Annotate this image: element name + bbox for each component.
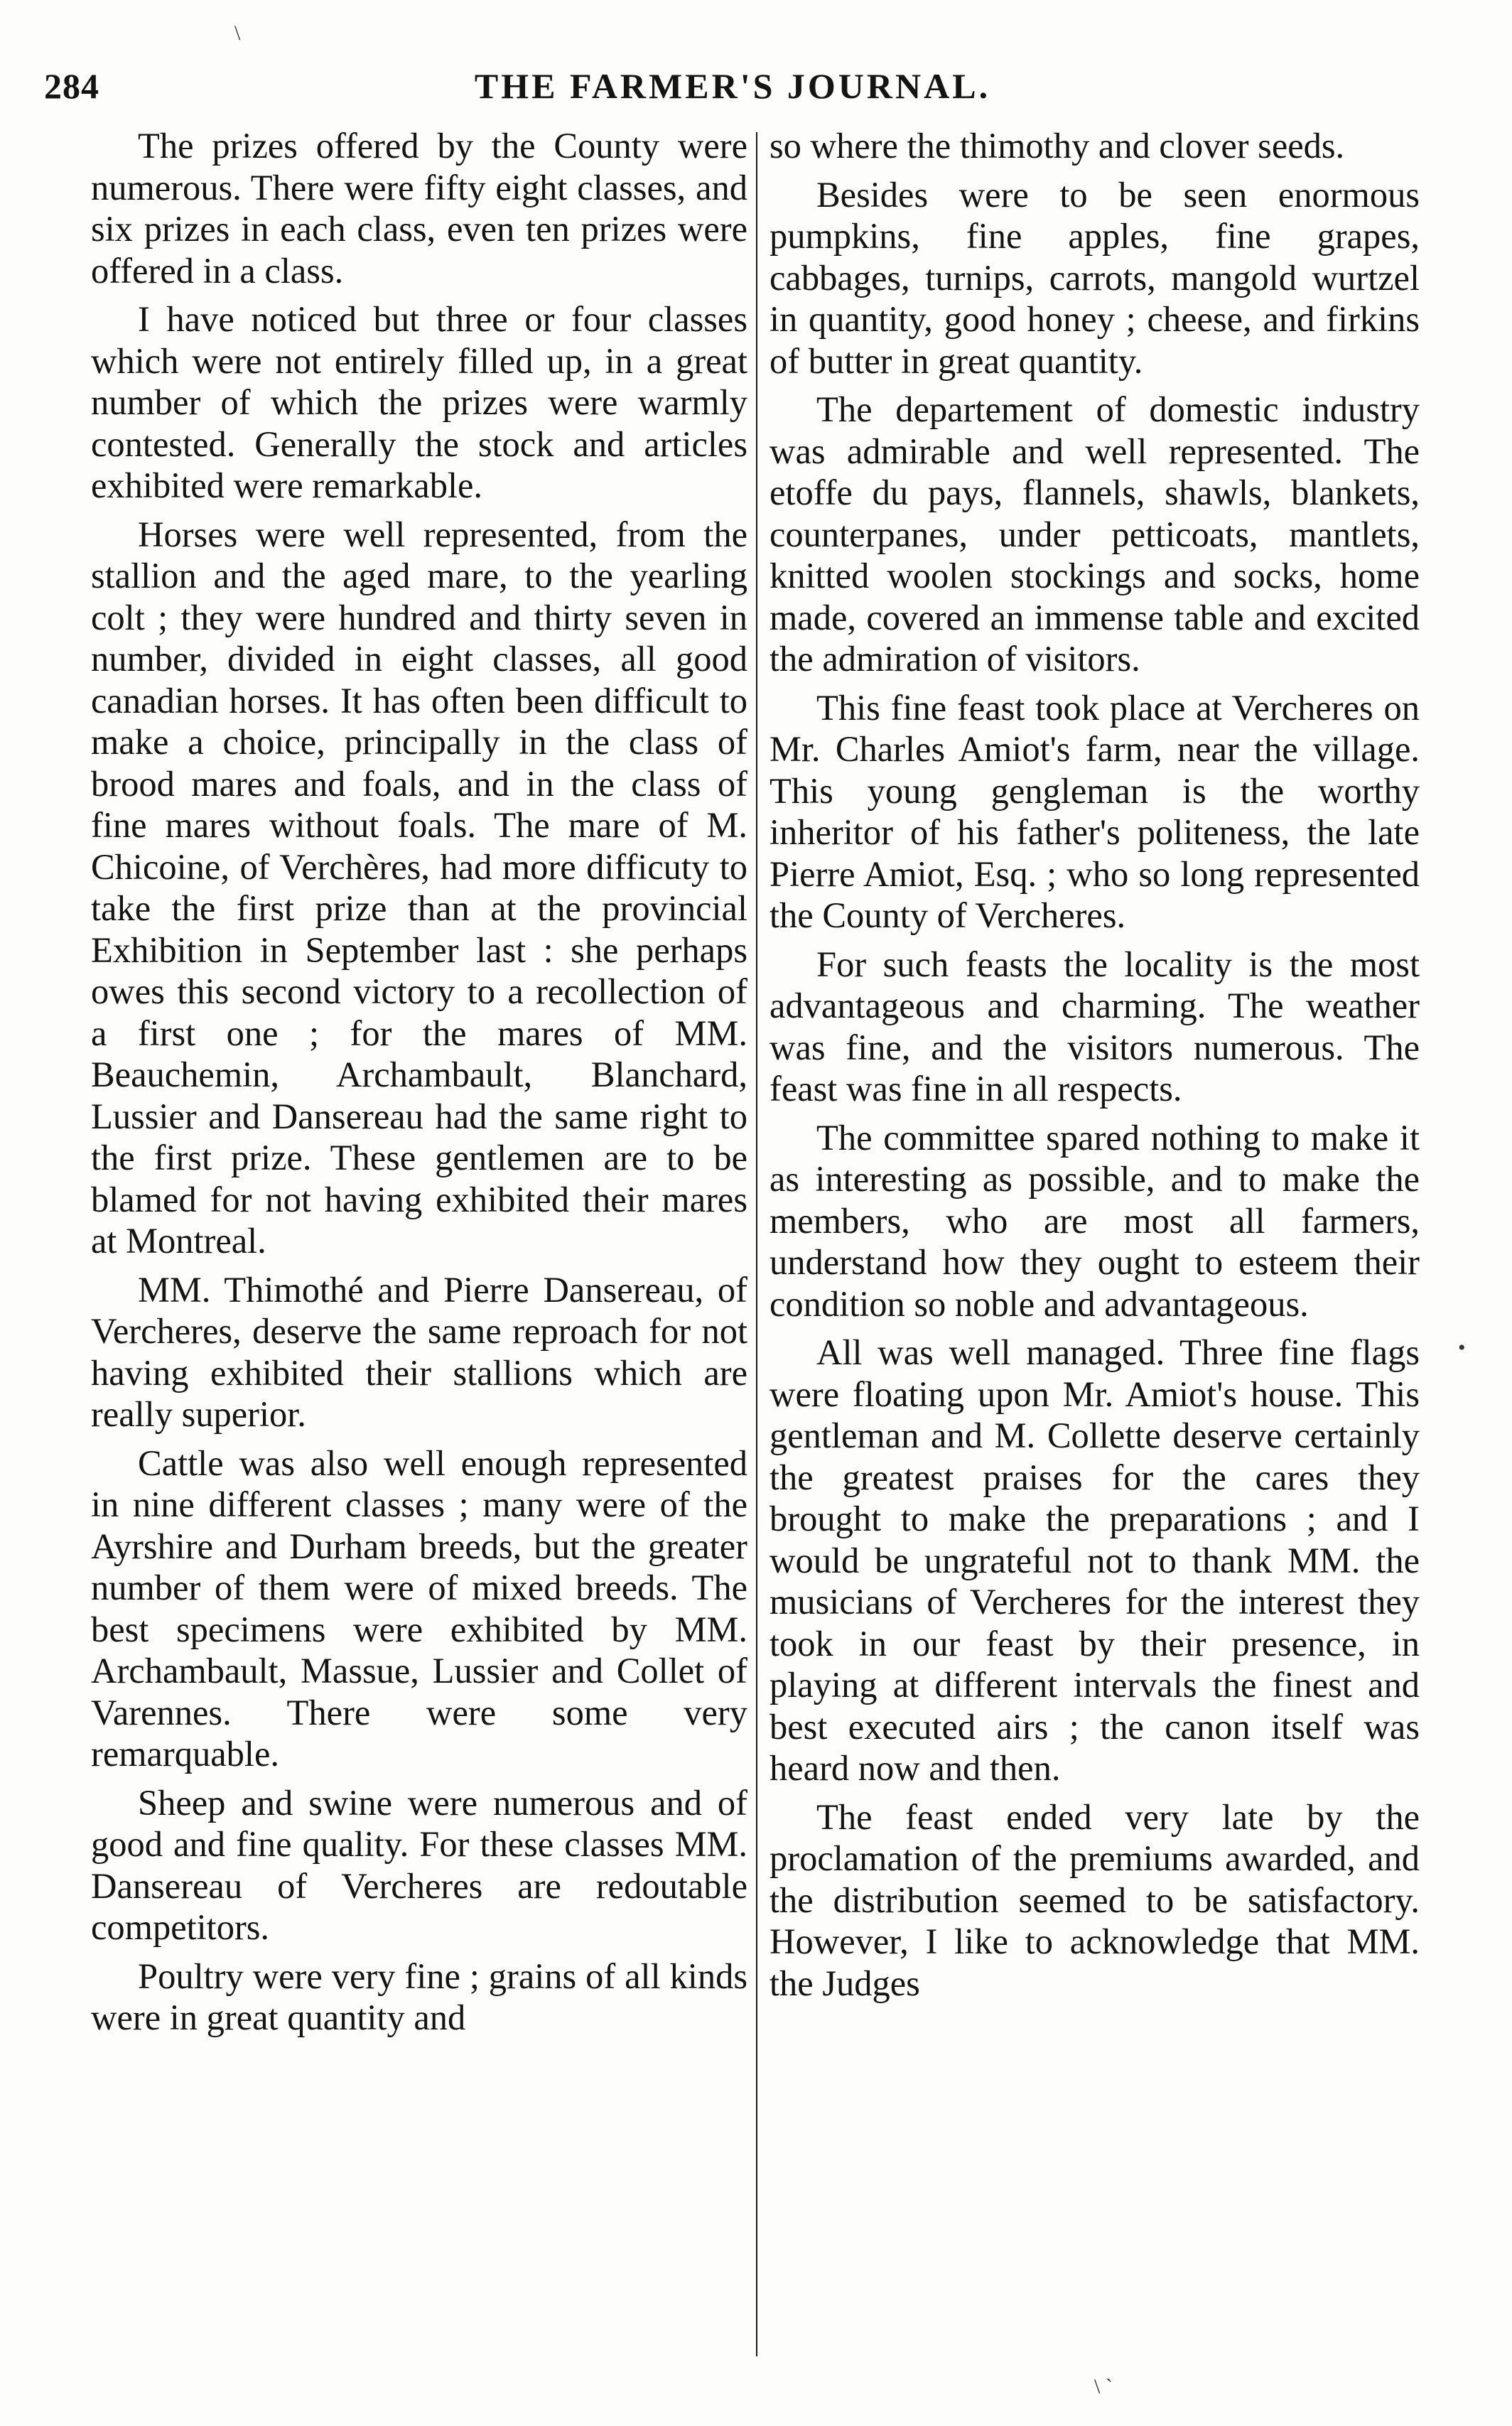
column-divider <box>756 132 757 2356</box>
ink-speck: \ <box>234 21 241 45</box>
page-number: 284 <box>44 66 99 106</box>
paragraph: Poultry were very fine ; grains of all kinds were in great quantity and <box>91 1956 747 2037</box>
paragraph: This fine feast took place at Vercheres on Mr. Charles Amiot's farm, near the village. This young gengleman is the worthy inheritor of his father's politeness, the late Pierre Amiot, Esq. ; who so long represented the County of Vercheres. <box>770 687 1420 935</box>
continued-paragraph: so where the thimothy and clover seeds. <box>770 126 1345 166</box>
paragraph: The committee spared nothing to make it as interesting as possible, and to make the members, who are most all farmers, understand how they ought to esteem their condition so noble and advantageous. <box>770 1117 1420 1324</box>
page-header <box>44 65 1421 108</box>
paragraph: I have noticed but three or four classes which were not entirely filled up, in a great number of which the prizes were warmly contested. Generally the stock and articles exhibited were remarkable. <box>91 299 747 505</box>
paragraph: Horses were well represented, from the stallion and the aged mare, to the yearling colt ; they were hundred and thirty seven in number, divided in eight classes, all good canadian horses. It has often been difficult to make a choice, principally in the class of brood mares and foals, and in the class of fine mares without foals. The mare of M. Chicoine, of Verchères, had more difficuty to take the first prize than at the provincial Exhibition in September last : she perhaps owes this second victory to a recollection of a first one ; for the mares of MM. Beauchemin, Archambault, Blanchard, Lussier and Dansereau had the same right to the first prize. These gentlemen are to be blamed for not having exhibited their mares at Montreal. <box>91 514 747 1261</box>
paragraph: For such feasts the locality is the most advantageous and charming. The weather was fine, and the visitors numerous. The feast was fine in all respects. <box>770 944 1420 1109</box>
left-column <box>91 125 747 2349</box>
paragraph: All was well managed. Three fine flags were floating upon Mr. Amiot's house. This gentleman and M. Collette deserve certainly the greatest praises for the cares they brought to make the preparations ; and I would be ungrateful not to thank MM. the musicians of Vercheres for the interest they took in our feast by their presence, in playing at different intervals the finest and best executed airs ; the canon itself was heard now and then. <box>770 1332 1420 1788</box>
paragraph: The feast ended very late by the proclamation of the premiums awarded, and the distribution seemed to be satisfactory. However, I like to acknowledge that MM. the Judges <box>770 1796 1420 2003</box>
paragraph: Cattle was also well enough represented in nine different classes ; many were of the Ayrshire and Durham breeds, but the greater number of them were of mixed breeds. The best specimens were exhibited by MM. Archambault, Massue, Lussier and Collet of Varennes. There were some very remarquable. <box>91 1443 747 1774</box>
paragraph: The departement of domestic industry was admirable and well represented. The etoffe du pays, flannels, shawls, blankets, counterpanes, under petticoats, mantlets, knitted woolen stockings and socks, home made, covered an immense table and excited the admiration of visitors. <box>770 389 1420 679</box>
paragraph: Besides were to be seen enormous pumpkins, fine apples, fine grapes, cabbages, turnips, carrots, mangold wurtzel in quantity, good honey ; cheese, and firkins of butter in great quantity. <box>770 174 1420 381</box>
paragraph: Sheep and swine were numerous and of good and fine quality. For these classes MM. Dansereau of Vercheres are redoutable competitors. <box>91 1782 747 1947</box>
right-column <box>770 125 1420 2349</box>
paragraph: The prizes offered by the County were numerous. There were fifty eight classes, and six prizes in each class, even ten prizes were offered in a class. <box>91 126 747 291</box>
ink-speck: \ ` <box>1094 2375 1113 2398</box>
ink-speck: • <box>1458 1336 1466 1359</box>
paragraph: MM. Thimothé and Pierre Dansereau, of Vercheres, deserve the same reproach for not having exhibited their stallions which are really superior. <box>91 1269 747 1434</box>
text-columns <box>91 125 1420 2349</box>
running-title: THE FARMER'S JOURNAL. <box>474 66 991 106</box>
